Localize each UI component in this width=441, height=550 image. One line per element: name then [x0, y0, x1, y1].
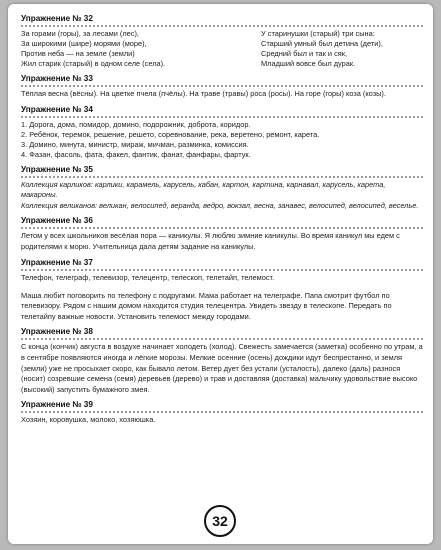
word-row: Хозяин, коровушка, молоко, хозяюшка.: [21, 415, 156, 425]
poem: [21, 29, 423, 69]
poem-line: За широкими (шире) морями (море),: [21, 39, 147, 48]
exercise-35: [21, 165, 423, 212]
exercise-title: Упражнение № 35: [21, 165, 423, 178]
exercise-text: Летом у всех школьников весёлая пора — каникулы. Я люблю зимние каникулы. Во время каникул мы едем с родителями к морю. Учительница дала детям задание на каникулы.: [21, 231, 400, 251]
exercise-38: [21, 327, 423, 395]
exercise-text: С конца (кончик) августа в воздухе начинает холодеть (холод). Свежесть замечается (заметка) особенно по утрам, а в сентябре появляются иногда и лёгкие морозы. Мелкие осенние (осень) дождики идут беспрестанно, и земля (земли) уже не просыхает скоро, как бывало летом. Ветер дует без устали (усталость), далеко (даль) разнося (носит) созревшие семена (семя) деревьев (дерево) и трав и доставляя (доставка) мальчику удовольствие высоко (высокий) запустить бумажного змея.: [21, 342, 423, 394]
exercise-title: Упражнение № 36: [21, 216, 423, 229]
word-row: 1. Дорога, дома, помидор, домино, подорожник, доброта, коридор.: [21, 119, 251, 129]
exercise-title: Упражнение № 38: [21, 327, 423, 340]
exercise-text: Маша любит поговорить по телефону с подругами. Мама работает на телеграфе. Папа смотрит футбол по телевизору. Рядом с нашим домом находится студия телецентра. Увидеть звезду в телескопе. Передать по телетайпу важные новости. Установить телемост между городами.: [21, 290, 392, 321]
page-content: [21, 14, 423, 430]
word-row: 2. Ребёнок, теремок, решение, решето, соревнование, река, веретено, ремонт, карета.: [21, 129, 320, 139]
collection-dwarfs: Коллекция карликов: карлики, карамель, карусель, кабан, картон, картина, карнавал, карусель, карета, макароны.: [21, 179, 386, 200]
word-row: 4. Фазан, фасоль, фата, факел, фантик, фанат, фанфары, фартук.: [21, 149, 251, 159]
exercise-34: [21, 105, 423, 160]
poem-right-column: [261, 29, 423, 69]
workbook-page: [8, 4, 433, 544]
poem-line: Жил старик (старый) в одном селе (села).: [21, 59, 166, 68]
poem-line: Против неба — на земле (земли): [21, 49, 135, 58]
poem-line: За горами (горы), за лесами (лес),: [21, 29, 139, 38]
exercise-33: [21, 74, 423, 100]
word-row: Телефон, телеграф, телевизор, телецентр, телескоп, телетайп, телемост.: [21, 272, 275, 282]
collection-giants: Коллекция великанов: великан, велосипед, веранда, ведро, вокзал, весна, занавес, велосипед, велосипед, веселье.: [21, 200, 419, 210]
poem-line: Средний был и так и сяк,: [261, 49, 348, 58]
exercise-39: [21, 400, 423, 425]
exercise-36: [21, 216, 423, 252]
word-row: 3. Домино, минута, министр, мираж, мичман, разминка, комиссия.: [21, 139, 249, 149]
exercise-title: Упражнение № 39: [21, 400, 423, 413]
page-number: 32: [204, 505, 236, 537]
exercise-title: Упражнение № 33: [21, 74, 423, 87]
exercise-title: Упражнение № 37: [21, 258, 423, 271]
exercise-32: [21, 14, 423, 69]
poem-line: У старинушки (старый) три сына:: [261, 29, 375, 38]
exercise-title: Упражнение № 32: [21, 14, 423, 27]
exercise-text: Тёплая весна (вёсны). На цветке пчела (пчёлы). На траве (травы) роса (росы). На горе (горы) коза (козы).: [21, 89, 386, 98]
exercise-37: [21, 258, 423, 323]
poem-line: Младший вовсе был дурак.: [261, 59, 356, 68]
poem-line: Старший умный был детина (дети),: [261, 39, 383, 48]
poem-left-column: [21, 29, 261, 69]
exercise-title: Упражнение № 34: [21, 105, 423, 118]
